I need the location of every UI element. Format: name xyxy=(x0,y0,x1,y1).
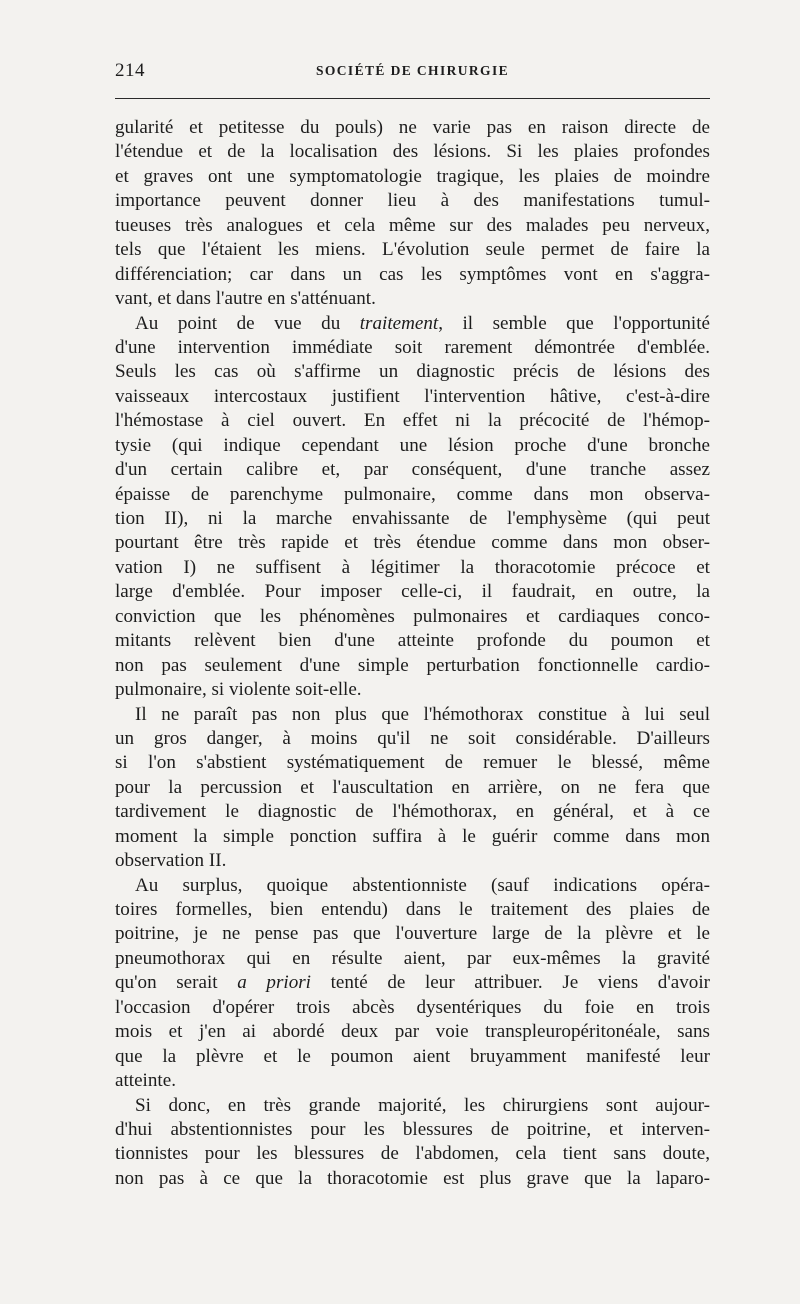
text-segment: tenté de leur attribuer. Je viens d'avoir xyxy=(310,972,710,994)
text-line: Si donc, en très grande majorité, les chirurgiens sont aujour- xyxy=(135,1094,710,1116)
text-line: si l'on s'abstient systématiquement de remuer le blessé, même xyxy=(115,752,710,774)
text-segment: , il semble que l'opportunité xyxy=(438,312,710,334)
body-text xyxy=(115,116,710,1191)
header-rule xyxy=(115,98,710,99)
text-line: conviction que les phénomènes pulmonaires et cardiaques conco- xyxy=(115,605,710,627)
text-line: d'hui abstentionnistes pour les blessures de poitrine, et interven- xyxy=(115,1118,710,1140)
text-line: atteinte. xyxy=(115,1070,176,1092)
text-line: tysie (qui indique cependant une lésion proche d'une bronche xyxy=(115,434,710,456)
text-line: tueuses très analogues et cela même sur des malades peu nerveux, xyxy=(115,214,710,236)
text-line: importance peuvent donner lieu à des manifestations tumul- xyxy=(115,190,710,212)
page-number: 214 xyxy=(115,60,145,81)
text-line: mitants relèvent bien d'une atteinte profonde du poumon et xyxy=(115,630,710,652)
italic-term: a priori xyxy=(237,972,311,994)
text-line: Il ne paraît pas non plus que l'hémothorax constitue à lui seul xyxy=(135,703,710,725)
text-line: et graves ont une symptomatologie tragique, les plaies de moindre xyxy=(115,165,710,187)
running-title: SOCIÉTÉ DE CHIRURGIE xyxy=(315,63,510,78)
text-segment: Au point de vue du xyxy=(135,312,360,334)
text-line: pour la percussion et l'auscultation en arrière, on ne fera que xyxy=(115,776,710,798)
page-header xyxy=(115,60,710,86)
text-line: vant, et dans l'autre en s'atténuant. xyxy=(115,288,376,310)
text-line: large d'emblée. Pour imposer celle-ci, il faudrait, en outre, la xyxy=(115,581,710,603)
text-line: tels que l'étaient les miens. L'évolution seule permet de faire la xyxy=(115,239,710,261)
text-line: l'occasion d'opérer trois abcès dysentériques du foie en trois xyxy=(115,996,710,1018)
text-line: l'étendue et de la localisation des lésions. Si les plaies profondes xyxy=(115,141,710,163)
italic-term: traitement xyxy=(359,312,439,334)
text-line: tionnistes pour les blessures de l'abdomen, cela tient sans doute, xyxy=(115,1143,710,1165)
text-line: l'hémostase à ciel ouvert. En effet ni la précocité de l'hémop- xyxy=(115,410,710,432)
text-line: d'un certain calibre et, par conséquent, d'une tranche assez xyxy=(115,459,710,481)
text-line: non pas seulement d'une simple perturbation fonctionnelle cardio- xyxy=(115,654,710,676)
text-line-with-italic xyxy=(115,971,710,995)
text-line: tion II), ni la marche envahissante de l'emphysème (qui peut xyxy=(115,508,710,529)
text-line: d'une intervention immédiate soit rarement démontrée d'emblée. xyxy=(115,336,710,358)
text-line: mois et j'en ai abordé deux par voie transpleuropéritonéale, sans xyxy=(115,1021,710,1043)
text-line: gularité et petitesse du pouls) ne varie pas en raison directe de xyxy=(115,117,710,138)
text-line: un gros danger, à moins qu'il ne soit considérable. D'ailleurs xyxy=(115,727,710,749)
text-line: Au surplus, quoique abstentionniste (sauf indications opéra- xyxy=(135,874,710,896)
text-line-with-italic xyxy=(115,312,710,336)
text-line: observation II. xyxy=(115,850,227,872)
text-line: moment la simple ponction suffira à le guérir comme dans mon xyxy=(115,825,710,847)
text-line: épaisse de parenchyme pulmonaire, comme dans mon observa- xyxy=(115,483,710,505)
text-line: que la plèvre et le poumon aient bruyamment manifesté leur xyxy=(115,1045,710,1067)
text-line: vaisseaux intercostaux justifient l'intervention hâtive, c'est-à-dire xyxy=(115,385,710,407)
text-line: poitrine, je ne pense pas que l'ouverture large de la plèvre et le xyxy=(115,923,710,945)
text-line: Seuls les cas où s'affirme un diagnostic précis de lésions des xyxy=(115,361,710,383)
text-segment: qu'on serait xyxy=(115,972,238,994)
text-line: vation I) ne suffisent à légitimer la thoracotomie précoce et xyxy=(115,556,710,578)
text-line: non pas à ce que la thoracotomie est plus grave que la laparo- xyxy=(115,1167,710,1189)
text-line: différenciation; car dans un cas les symptômes vont en s'aggra- xyxy=(115,263,710,285)
text-line: pulmonaire, si violente soit-elle. xyxy=(115,679,362,701)
text-line: pneumothorax qui en résulte aient, par eux-mêmes la gravité xyxy=(115,947,710,969)
text-line: tardivement le diagnostic de l'hémothorax, en général, et à ce xyxy=(115,801,710,823)
text-line: toires formelles, bien entendu) dans le traitement des plaies de xyxy=(115,899,710,920)
text-line: pourtant être très rapide et très étendue comme dans mon obser- xyxy=(115,532,710,554)
